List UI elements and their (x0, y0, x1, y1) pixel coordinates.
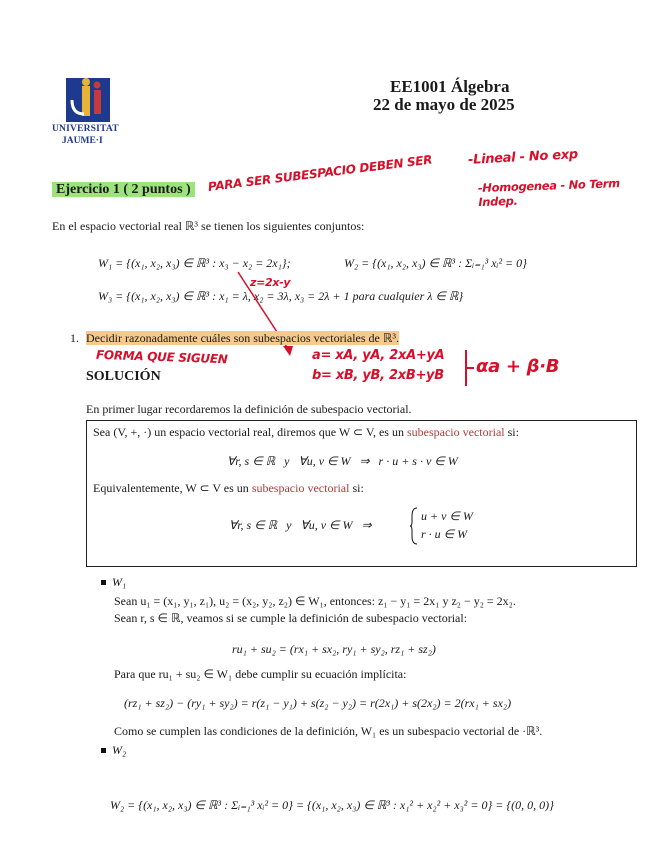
annotation-vector-a: a= xA, yA, 2xA+yA (312, 348, 445, 363)
exercise-title (52, 182, 195, 198)
definition-formula-2b: r · u ∈ W (421, 527, 468, 541)
w1-line-4: Como se cumplen las condiciones de la definición, W₁ es un subespacio vectorial de ·ℝ³. (114, 724, 543, 738)
university-logo (52, 72, 130, 154)
definition-box (86, 420, 637, 567)
definition-line-1: Sea (V, +, ·) un espacio vectorial real, diremos que W ⊂ V, es un subespacio vectorial si: (93, 425, 519, 439)
annotation-forma: FORMA QUE SIGUEN (95, 347, 228, 367)
definition-formula-2a: u + v ∈ W (421, 509, 473, 523)
exercise-title-text: Ejercicio 1 ( 2 puntos ) (52, 182, 195, 197)
annotation-bracket-icon (462, 348, 476, 388)
definition-formula-2: ∀r, s ∈ ℝ y ∀u, v ∈ W ⇒ (229, 518, 372, 532)
annotation-homogenea: -Homogenea - No Term Indep. (477, 176, 621, 210)
annotation-z-equation: z=2x-y (250, 276, 291, 289)
course-title: EE1001 Álgebra (390, 77, 510, 96)
w1-line-2: Sean r, s ∈ ℝ, veamos si se cumple la definición de subespacio vectorial: (114, 611, 468, 625)
annotation-subespacio: PARA SER SUBESPACIO DEBEN SER (207, 152, 433, 194)
bullet-icon (101, 748, 106, 753)
item-text-highlighted: Decidir razonadamente cuáles son subespacios vectoriales de ℝ³. (86, 331, 399, 345)
w2-bullet: W₂ (101, 743, 126, 758)
annotation-arrow-icon (230, 268, 300, 360)
w1-line-1: Sean u₁ = (x₁, y₁, z₁), u₂ = (x₂, y₂, z₂) ∈ W₁, entonces: z₁ − y₁ = 2x₁ y z₂ − y₂ = 2x₂. (114, 594, 516, 608)
annotation-vector-b: b= xB, yB, 2xB+yB (312, 368, 444, 383)
term-subespacio-2: subespacio vectorial (251, 481, 350, 495)
exam-date: 22 de mayo de 2025 (373, 95, 515, 114)
logo-text-1: UNIVERSITAT (52, 124, 119, 134)
bullet-icon (101, 580, 106, 585)
w3-definition: W₃ = {(x₁, x₂, x₃) ∈ ℝ³ : x₁ = λ, x₂ = 3λ, x₃ = 2λ + 1 para cualquier λ ∈ ℝ} (98, 289, 464, 303)
w1-line-3: Para que ru₁ + su₂ ∈ W₁ debe cumplir su ecuación implícita: (114, 667, 407, 681)
logo-text-2: JAUME·I (62, 136, 103, 146)
term-subespacio: subespacio vectorial (406, 425, 505, 439)
solution-intro: En primer lugar recordaremos la definición de subespacio vectorial. (86, 402, 412, 416)
annotation-lineal: -Lineal - No exp (467, 147, 579, 168)
exercise-intro: En el espacio vectorial real ℝ³ se tienen los siguientes conjuntos: (52, 219, 365, 233)
w1-equation-1: ru₁ + su₂ = (rx₁ + sx₂, ry₁ + sy₂, rz₁ + sz₂) (232, 642, 436, 656)
item-number: 1. (70, 331, 79, 345)
logo-emblem-icon (58, 72, 130, 130)
w2-definition: W₂ = {(x₁, x₂, x₃) ∈ ℝ³ : Σᵢ₌₁³ xᵢ² = 0} (344, 256, 527, 270)
curly-brace-icon (409, 506, 419, 546)
solution-heading: SOLUCIÓN (86, 369, 161, 384)
w2-equation: W₂ = {(x₁, x₂, x₃) ∈ ℝ³ : Σᵢ₌₁³ xᵢ² = 0} = {(x₁, x₂, x₃) ∈ ℝ³ : x₁² + x₂² + x₃² = 0} = {(0, 0, 0)} (110, 798, 554, 812)
definition-formula-1: ∀r, s ∈ ℝ y ∀u, v ∈ W ⇒ r · u + s · v ∈ W (227, 454, 458, 468)
w1-definition: W₁ = {(x₁, x₂, x₃) ∈ ℝ³ : x₃ − x₂ = 2x₁}; (98, 256, 291, 270)
annotation-combination: αa + β·B (476, 356, 560, 377)
definition-line-2: Equivalentemente, W ⊂ V es un subespacio vectorial si: (93, 481, 364, 495)
w1-equation-2: (rz₁ + sz₂) − (ry₁ + sy₂) = r(z₁ − y₁) + s(z₂ − y₂) = r(2x₁) + s(2x₂) = 2(rx₁ + sx₂) (124, 696, 512, 710)
w1-bullet: W₁ (101, 575, 126, 590)
item-text (86, 331, 399, 346)
